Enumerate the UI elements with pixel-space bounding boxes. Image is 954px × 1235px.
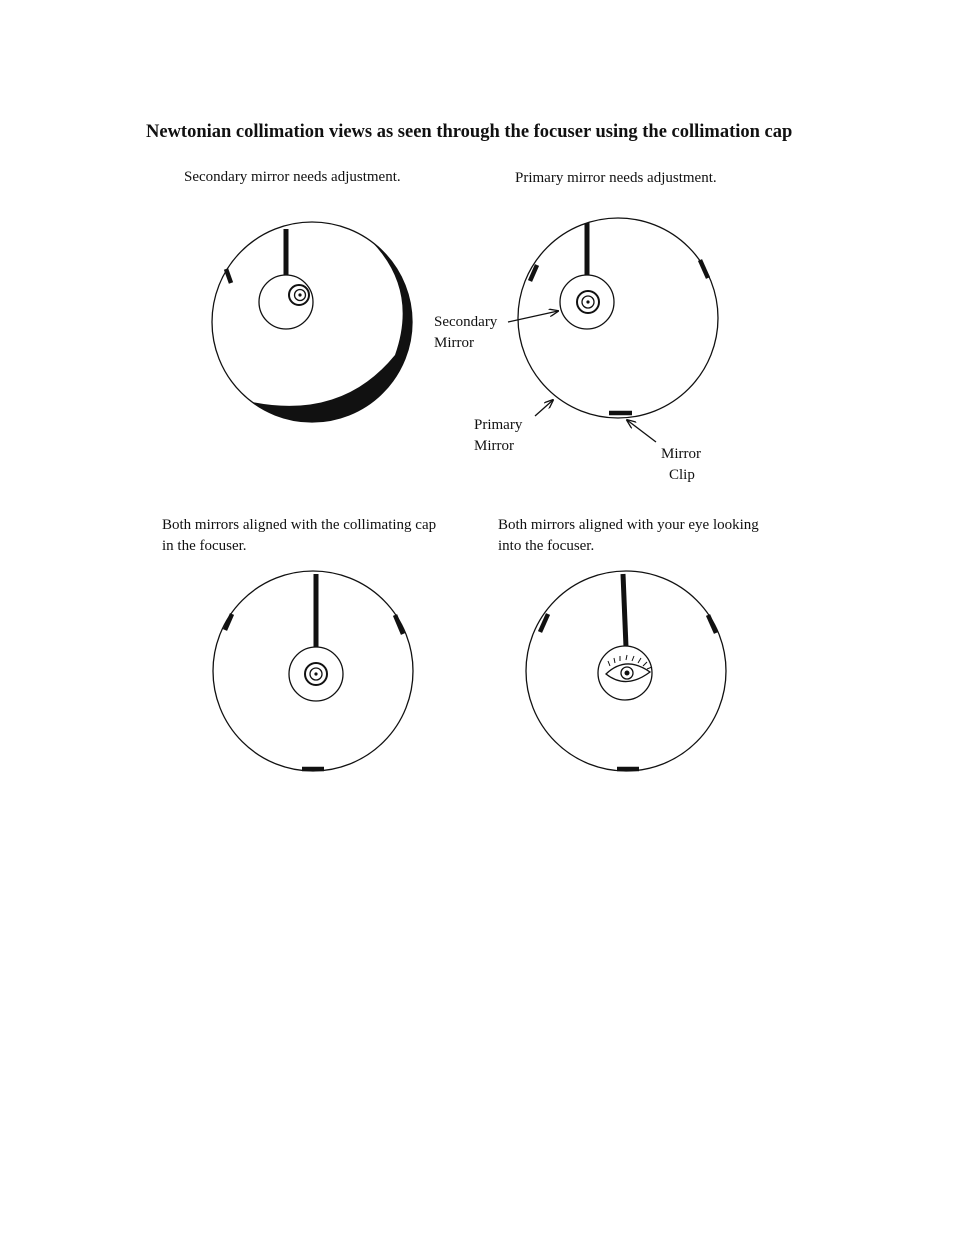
view-aligned-eye — [526, 571, 726, 771]
center-dot — [586, 300, 589, 303]
mirror-clip — [700, 260, 708, 278]
page-title: Newtonian collimation views as seen through the focuser using the collimation cap — [146, 122, 793, 142]
mirror-clip — [226, 269, 231, 283]
panel-cap-aligned-caption: Both mirrors aligned with the collimating cap in the focuser. — [162, 517, 437, 554]
dark-crescent — [252, 242, 412, 422]
mirror-clip-arrow — [627, 420, 656, 442]
label-mirror-clip-line2: Clip — [669, 467, 695, 483]
center-dot — [298, 293, 301, 296]
primary-mirror-circle — [518, 218, 718, 418]
panel-primary-caption: Primary mirror needs adjustment. — [515, 170, 717, 186]
mirror-clip — [540, 614, 548, 632]
view-primary-misaligned — [434, 218, 718, 483]
label-primary-mirror-line1: Primary — [474, 417, 523, 433]
label-primary-mirror-line2: Mirror — [474, 438, 514, 454]
panel-eye-aligned-caption: Both mirrors aligned with your eye looking into the focuser. — [498, 517, 759, 554]
label-secondary-mirror-line1: Secondary — [434, 314, 498, 330]
label-mirror-clip-line1: Mirror — [661, 446, 701, 462]
panel-secondary-caption: Secondary mirror needs adjustment. — [184, 169, 401, 185]
label-secondary-mirror-line2: Mirror — [434, 335, 474, 351]
view-secondary-misaligned — [212, 222, 412, 422]
spider-vane — [623, 574, 626, 647]
center-dot — [314, 672, 317, 675]
mirror-clip — [225, 614, 232, 630]
view-aligned-collimating-cap — [213, 571, 413, 771]
primary-mirror-arrow — [535, 400, 553, 416]
secondary-mirror-arrow — [508, 311, 558, 322]
